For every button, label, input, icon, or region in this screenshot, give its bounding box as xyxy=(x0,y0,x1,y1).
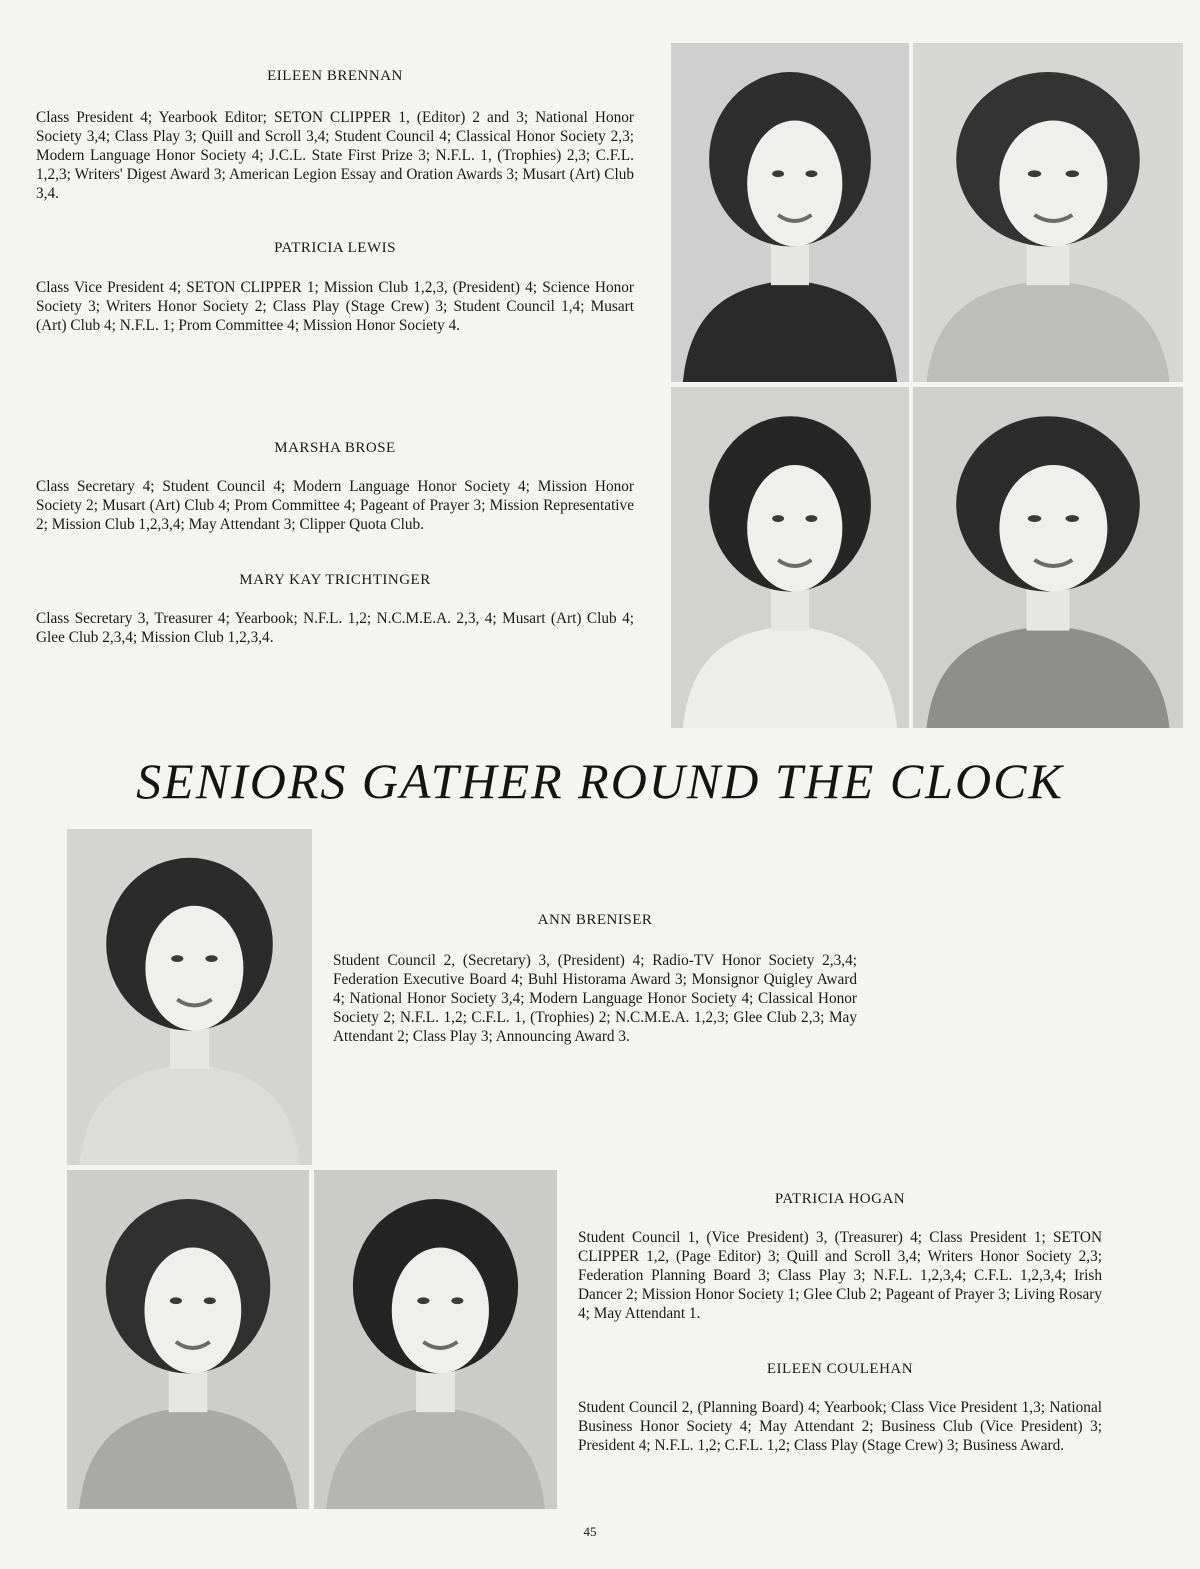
senior-activities-eileen-coulehan: Student Council 2, (Planning Board) 4; Yearbook; Class Vice President 1,3; National Business Honor Society 4; May Attendant 2; Business Club (Vice President) 3; President 4; N.F.L. 1,2; C.F.L. 1,2; Class Play (Stage Crew) 3; Business Award. xyxy=(578,1399,1102,1454)
portrait-eileen-coulehan xyxy=(314,1170,557,1509)
senior-name-patricia-lewis: PATRICIA LEWIS xyxy=(274,240,396,256)
senior-activities-patricia-hogan: Student Council 1, (Vice President) 3, (Treasurer) 4; Class President 1; SETON CLIPPER 1,2, (Page Editor) 3; Quill and Scroll 3,4; Writers Honor Society 2,3; Federation Planning Board 3; Class Play 3; N.F.L. 1,2,3,4; C.F.L. 1,2,3,4; Irish Dancer 2; Mission Honor Society 1; Glee Club 2; Pageant of Prayer 3; Living Rosary 4; May Attendant 1. xyxy=(578,1229,1102,1322)
senior-name-marsha-brose: MARSHA BROSE xyxy=(274,440,396,456)
page-number: 45 xyxy=(583,1524,597,1539)
senior-activities-mary-kay-trichtinger: Class Secretary 3, Treasurer 4; Yearbook; N.F.L. 1,2; N.C.M.E.A. 2,3, 4; Musart (Art) Club 4; Glee Club 2,3,4; Mission Club 1,2,3,4. xyxy=(36,610,634,646)
senior-activities-marsha-brose: Class Secretary 4; Student Council 4; Modern Language Honor Society 4; Mission Honor Society 2; Musart (Art) Club 4; Prom Committee 4; Pageant of Prayer 3; Mission Representative 2; Mission Club 1,2,3,4; May Attendant 3; Clipper Quota Club. xyxy=(36,478,634,533)
senior-name-eileen-brennan: EILEEN BRENNAN xyxy=(267,68,403,84)
portrait-patricia-hogan xyxy=(67,1170,309,1509)
senior-name-eileen-coulehan: EILEEN COULEHAN xyxy=(766,1361,914,1377)
senior-activities-eileen-brennan: Class President 4; Yearbook Editor; SETON CLIPPER 1, (Editor) 2 and 3; National Honor Society 3,4; Class Play 3; Quill and Scroll 3,4; Student Council 4; Classical Honor Society 2,3; Modern Language Honor Society 4; J.C.L. State First Prize 3; N.F.L. 1, (Trophies) 2,3; C.F.L. 1,2,3; Writers' Digest Award 3; American Legion Essay and Oration Awards 3; Musart (Art) Club 3,4. xyxy=(36,109,634,202)
page-headline: SENIORS GATHER ROUND THE CLOCK xyxy=(136,753,1064,809)
portrait-marsha-brose xyxy=(671,387,909,728)
portrait-ann-breniser xyxy=(67,829,312,1165)
portrait-eileen-brennan xyxy=(671,43,909,382)
portrait-mary-kay-trichtinger xyxy=(913,387,1183,728)
senior-name-ann-breniser: ANN BRENISER xyxy=(537,912,653,928)
senior-activities-patricia-lewis: Class Vice President 4; SETON CLIPPER 1; Mission Club 1,2,3, (President) 4; Science Honor Society 3; Writers Honor Society 2; Class Play (Stage Crew) 3; Student Council 1,4; Musart (Art) Club 4; N.F.L. 1; Prom Committee 4; Mission Honor Society 4. xyxy=(36,279,634,334)
senior-name-patricia-hogan: PATRICIA HOGAN xyxy=(774,1191,906,1207)
portrait-patricia-lewis xyxy=(913,43,1183,382)
senior-name-mary-kay-trichtinger: MARY KAY TRICHTINGER xyxy=(239,572,431,588)
senior-activities-ann-breniser: Student Council 2, (Secretary) 3, (President) 4; Radio-TV Honor Society 2,3,4; Federation Executive Board 4; Buhl Historama Award 3; Monsignor Quigley Award 4; National Honor Society 3,4; Modern Language Honor Society 4; Classical Honor Society 2; N.F.L. 1,2; C.F.L. 1, (Trophies) 2; N.C.M.E.A. 1,2,3; Glee Club 2,3; May Attendant 2; Class Play 3; Announcing Award 3. xyxy=(333,952,857,1045)
